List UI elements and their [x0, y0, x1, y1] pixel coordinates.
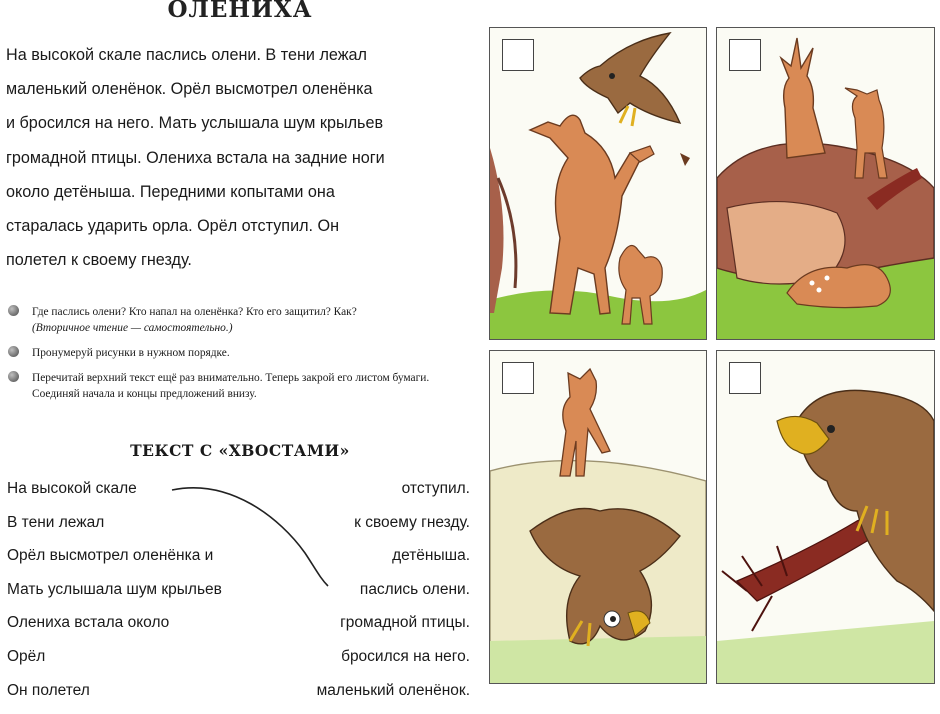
picture-panel-3: [489, 350, 707, 684]
task-text: Перечитай верхний текст ещё раз внимательно. Теперь закрой его листом бумаги. Соединяй начала и концы предложений внизу.: [32, 372, 430, 400]
picture-panel-4: [716, 350, 935, 684]
sample-connecting-line: [150, 478, 350, 588]
task-item: [8, 304, 476, 336]
task-text: Где паслись олени? Кто напал на оленёнка? Кто его защитил? Как?: [32, 306, 357, 318]
ending-item[interactable]: громадной птицы.: [340, 614, 470, 632]
story-line: старалась ударить орла. Орёл отступил. Он: [6, 217, 340, 236]
bullet-icon: [8, 346, 19, 357]
beginning-item[interactable]: Мать услышала шум крыльев: [7, 580, 222, 598]
story-line: маленький оленёнок. Орёл высмотрел оленёнка: [6, 80, 373, 99]
ending-item[interactable]: бросился на него.: [341, 647, 470, 665]
story-line: громадной птицы. Олениха встала на задние ноги: [6, 148, 385, 167]
picture-panel-2: [716, 27, 935, 340]
beginning-item[interactable]: На высокой скале: [7, 480, 137, 497]
task-note: (Вторичное чтение — самостоятельно.): [32, 322, 233, 334]
story-text: [6, 38, 472, 277]
story-line: полетел к своему гнезду.: [6, 251, 192, 270]
story-line: и бросился на него. Мать услышала шум крыльев: [6, 114, 384, 133]
beginning-item[interactable]: Он полетел: [7, 681, 90, 699]
number-box[interactable]: [729, 39, 761, 71]
deer-eagle-attack-picture: [490, 28, 706, 339]
task-item: [8, 345, 476, 361]
story-line: около детёныша. Передними копытами она: [6, 182, 335, 201]
picture-panel-1: [489, 27, 707, 340]
page-title: ОЛЕНИХА: [167, 0, 313, 23]
eagle-retreat-picture: [490, 351, 706, 683]
deer-family-resting-picture: [717, 28, 934, 339]
ending-item[interactable]: маленький оленёнок.: [316, 681, 470, 699]
ending-item[interactable]: детёныша.: [392, 547, 470, 565]
ending-item[interactable]: отступил.: [401, 480, 470, 497]
number-box[interactable]: [729, 362, 761, 394]
number-box[interactable]: [502, 362, 534, 394]
bullet-icon: [8, 371, 19, 382]
task-text: Пронумеруй рисунки в нужном порядке.: [32, 347, 230, 359]
bullet-icon: [8, 305, 19, 316]
beginning-item[interactable]: Орёл высмотрел оленёнка и: [7, 547, 214, 565]
beginning-item[interactable]: Олениха встала около: [7, 614, 170, 632]
beginning-item[interactable]: Орёл: [7, 647, 46, 665]
task-list: [8, 304, 476, 411]
eagle-on-nest-picture: [717, 351, 934, 683]
exercise-title: ТЕКСТ С «ХВОСТАМИ»: [130, 441, 350, 460]
number-box[interactable]: [502, 39, 534, 71]
ending-item[interactable]: паслись олени.: [359, 580, 470, 598]
ending-item[interactable]: к своему гнезду.: [354, 513, 470, 531]
beginning-item[interactable]: В тени лежал: [7, 513, 105, 531]
story-line: На высокой скале паслись олени. В тени лежал: [6, 46, 367, 64]
task-item: [8, 370, 476, 402]
